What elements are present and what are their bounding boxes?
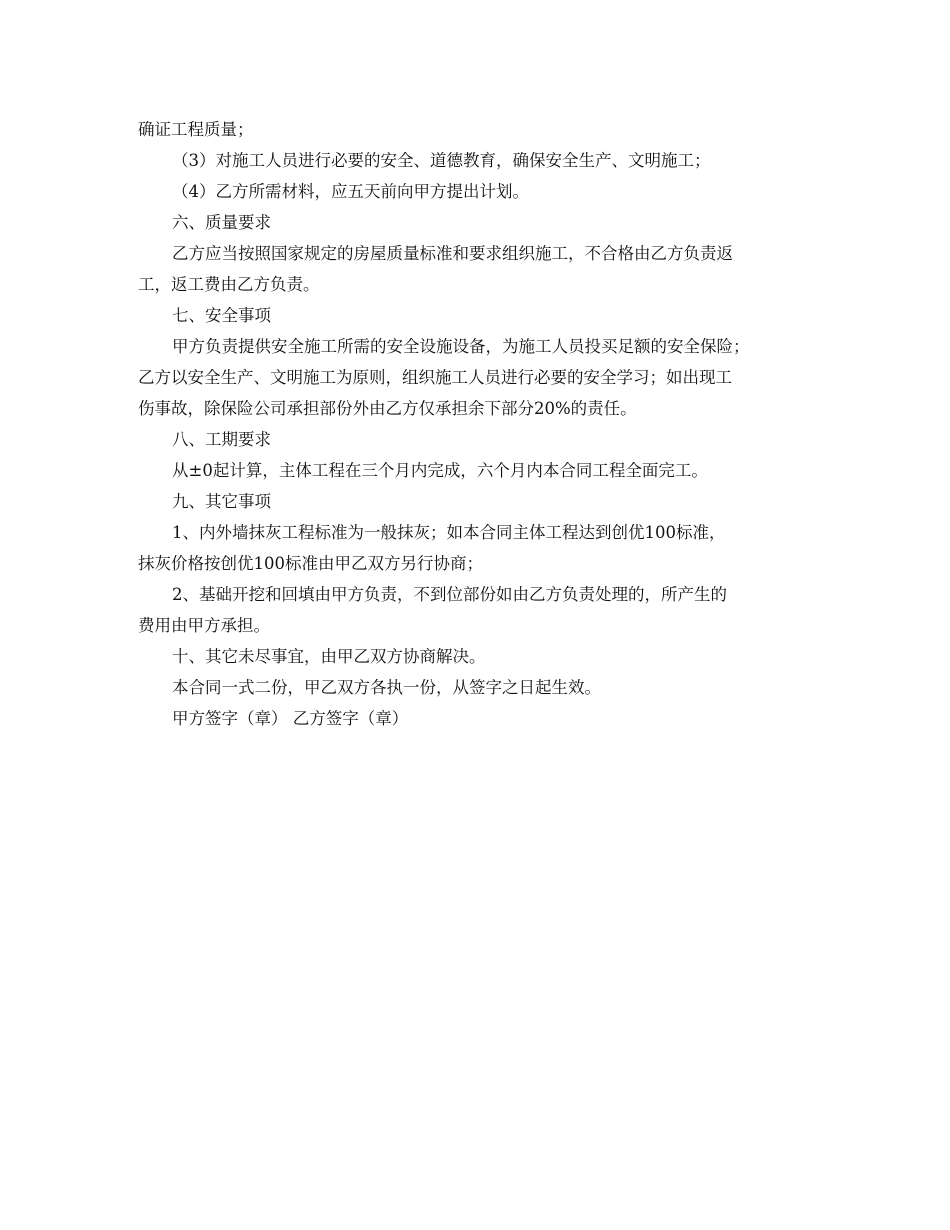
text-line-6: 工，返工费由乙方负责。: [138, 275, 320, 294]
text-line-12: 从±0起计算，主体工程在三个月内完成，六个月内本合同工程全面完工。: [172, 461, 708, 480]
text-line-15: 抹灰价格按创优100标准由甲乙双方另行协商；: [138, 554, 483, 573]
section-heading-other: 九、其它事项: [172, 492, 271, 511]
section-heading-quality: 六、质量要求: [172, 213, 271, 232]
text-line-8: 甲方负责提供安全施工所需的安全设施设备，为施工人员投买足额的安全保险；: [172, 337, 750, 356]
signature-line: 甲方签字（章） 乙方签字（章）: [172, 709, 409, 728]
contract-body: [138, 114, 818, 734]
section-heading-safety: 七、安全事项: [172, 306, 271, 325]
text-line-9: 乙方以安全生产、文明施工为原则，组织施工人员进行必要的安全学习；如出现工: [138, 368, 732, 387]
text-line-17: 费用由甲方承担。: [138, 616, 270, 635]
section-heading-remaining: 十、其它未尽事宜，由甲乙双方协商解决。: [172, 647, 486, 666]
text-line-14: 1、内外墙抹灰工程标准为一般抹灰；如本合同主体工程达到创优100标准，: [172, 523, 726, 542]
text-line-19: 本合同一式二份，甲乙双方各执一份，从签字之日起生效。: [172, 678, 601, 697]
text-line-2: （3）对施工人员进行必要的安全、道德教育，确保安全生产、文明施工；: [172, 151, 711, 170]
text-line-3: （4）乙方所需材料，应五天前向甲方提出计划。: [172, 182, 529, 201]
text-line-5: 乙方应当按照国家规定的房屋质量标准和要求组织施工，不合格由乙方负责返: [172, 244, 733, 263]
section-heading-schedule: 八、工期要求: [172, 430, 271, 449]
text-line-16: 2、基础开挖和回填由甲方负责，不到位部份如由乙方负责处理的，所产生的: [172, 585, 727, 604]
text-line-1: 确证工程质量；: [138, 120, 254, 139]
text-line-10: 伤事故，除保险公司承担部份外由乙方仅承担余下部分20%的责任。: [138, 399, 637, 418]
